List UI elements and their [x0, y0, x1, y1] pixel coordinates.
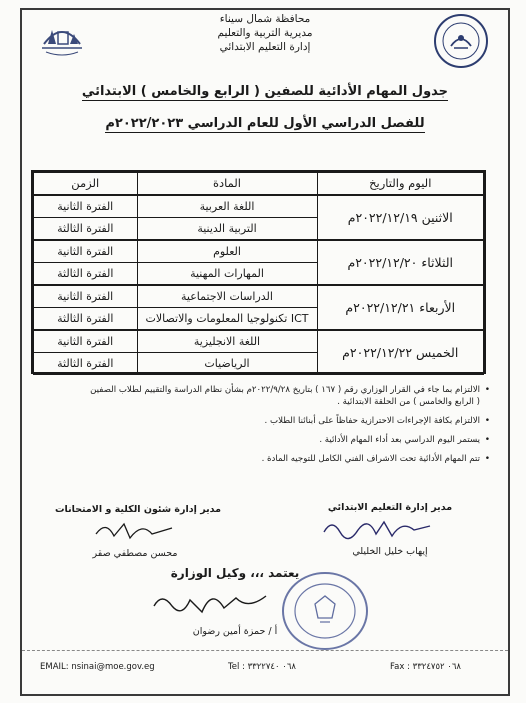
table-row: [34, 285, 484, 308]
note-item: • يستمر اليوم الدراسي بعد أداء المهام الأدائية .: [319, 435, 490, 445]
subject-cell: اللغة الانجليزية: [137, 330, 317, 353]
signature-primary-name: إيهاب خليل الخليلي: [352, 546, 428, 557]
table-row: [34, 330, 484, 353]
subject-cell: الدراسات الاجتماعية: [137, 285, 317, 308]
time-cell: الفترة الثانية: [34, 195, 138, 218]
day-cell: الأربعاء ٢٠٢٢/١٢/٢١م: [317, 285, 484, 330]
time-cell: الفترة الثالثة: [34, 352, 138, 375]
handwritten-signature-icon: [90, 516, 180, 546]
time-cell: الفترة الثانية: [34, 285, 138, 308]
note-item: • الالتزام بما جاء في القرار الوزاري رقم ( ١٦٧ ) بتاريخ ٢٠٢٢/٩/٢٨م بشأن نظام الدراسة والتقييم لطلاب الصفين ( الرابع والخامس ) من الحلقة الابتدائية .: [90, 385, 490, 407]
signature-primary-director: مدير إدارة التعليم الابتدائي: [327, 502, 453, 513]
approval-title: يعتمد ،،، وكيل الوزارة: [170, 566, 300, 580]
handwritten-signature-icon: [150, 582, 270, 622]
signature-affairs-director: مدير إدارة شئون الكلية و الامتحانات: [54, 504, 222, 515]
header-time: الزمن: [34, 173, 138, 195]
day-cell: الاثنين ٢٠٢٢/١٢/١٩م: [317, 195, 484, 240]
table-header-row: [34, 173, 484, 195]
subject-cell: الرياضيات: [137, 352, 317, 375]
subject-cell: التربية الدينية: [137, 217, 317, 240]
note-item: • تتم المهام الأدائية تحت الاشراف الفني الكامل للتوجيه المادة .: [261, 454, 490, 464]
document-title: جدول المهام الأدائية للصفين ( الرابع والخامس ) الابتدائي: [81, 84, 449, 99]
directorate-name: مديرية التربية والتعليم: [217, 27, 313, 39]
subject-cell: اللغة العربية: [137, 195, 317, 218]
footer-telephone: Tel : ٠٦٨ ٣٣٢٢٧٤٠: [228, 662, 296, 672]
bullet-icon: •: [484, 454, 490, 464]
header-day: اليوم والتاريخ: [317, 173, 484, 195]
approval-name: أ / حمزة أمين رضوان: [192, 626, 278, 637]
day-cell: الخميس ٢٠٢٢/١٢/٢٢م: [317, 330, 484, 375]
header-subject: المادة: [137, 173, 317, 195]
governorate-name: محافظة شمال سيناء: [219, 13, 311, 25]
subject-cell: العلوم: [137, 240, 317, 263]
bullet-icon: •: [484, 416, 490, 426]
table-row: [34, 240, 484, 263]
administration-name: إدارة التعليم الابتدائي: [219, 41, 311, 53]
directorate-logo-icon: [34, 14, 90, 60]
time-cell: الفترة الثانية: [34, 240, 138, 263]
table-row: [34, 195, 484, 218]
bullet-icon: •: [484, 435, 490, 445]
signature-affairs-name: محسن مصطفي صقر: [92, 548, 178, 559]
letterhead: [150, 12, 380, 54]
day-cell: الثلاثاء ٢٠٢٢/١٢/٢٠م: [317, 240, 484, 285]
note-item: • الالتزام بكافة الإجراءات الاحترازية حفاظاً على أبنائنا الطلاب .: [264, 416, 490, 426]
time-cell: الفترة الثالثة: [34, 307, 138, 330]
official-stamp-icon: [280, 570, 370, 652]
time-cell: الفترة الثالثة: [34, 217, 138, 240]
time-cell: الفترة الثانية: [34, 330, 138, 353]
bullet-icon: •: [484, 385, 490, 395]
footer-email: EMAIL: nsinai@moe.gov.eg: [40, 662, 155, 672]
handwritten-signature-icon: [318, 512, 438, 544]
time-cell: الفترة الثالثة: [34, 262, 138, 285]
document-subtitle: للفصل الدراسي الأول للعام الدراسي ٢٠٢٢/٢٠٢٣م: [105, 116, 425, 131]
schedule-table: [31, 170, 486, 374]
footer-divider: [22, 650, 508, 651]
subject-cell: ICT تكنولوجيا المعلومات والاتصالات: [137, 307, 317, 330]
footer-fax: Fax : ٠٦٨ ٣٣٢٤٧٥٢: [390, 662, 461, 672]
ministry-seal-icon: [432, 12, 490, 70]
notes-list: [38, 384, 490, 472]
subject-cell: المهارات المهنية: [137, 262, 317, 285]
